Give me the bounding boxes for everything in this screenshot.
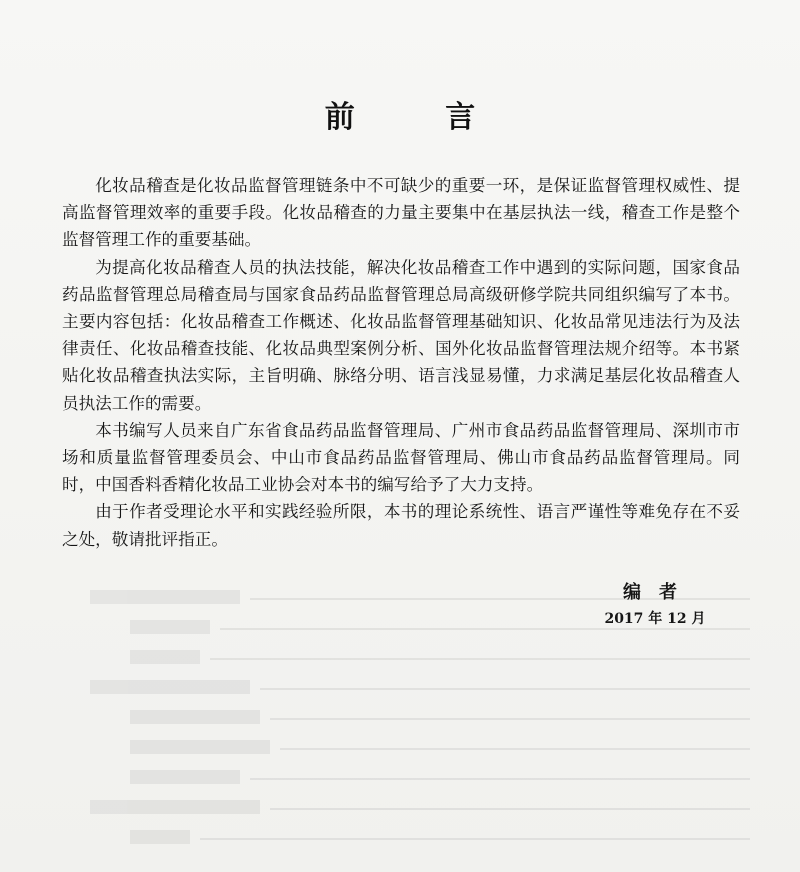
paragraph-2: 为提高化妆品稽查人员的执法技能，解决化妆品稽查工作中遇到的实际问题，国家食品药品监督管理总局稽查局与国家食品药品监督管理总局高级研修学院共同组织编写了本书。主要内容包括：化妆品稽查工作概述、化妆品监督管理基础知识、化妆品常见违法行为及法律责任、化妆品稽查技能、化妆品典型案例分析、国外化妆品监督管理法规介绍等。本书紧贴化妆品稽查执法实际，主旨明确、脉络分明、语言浅显易懂，力求满足基层化妆品稽查人员执法工作的需要。	[62, 257, 740, 413]
show-through-decoration	[70, 560, 760, 870]
signature-date: 2017 年 12 月	[604, 611, 706, 627]
page-title: 前 言	[324, 100, 516, 135]
signature-author: 编者	[623, 582, 695, 603]
preface-body	[62, 172, 740, 553]
paragraph-1: 化妆品稽查是化妆品监督管理链条中不可缺少的重要一环，是保证监督管理权威性、提高监督管理效率的重要手段。化妆品稽查的力量主要集中在基层执法一线，稽查工作是整个监督管理工作的重要基础。	[62, 176, 740, 250]
paragraph-3: 本书编写人员来自广东省食品药品监督管理局、广州市食品药品监督管理局、深圳市市场和质量监督管理委员会、中山市食品药品监督管理局、佛山市食品药品监督管理局。同时，中国香料香精化妆品工业协会对本书的编写给予了大力支持。	[62, 420, 740, 495]
paragraph-4: 由于作者受理论水平和实践经验所限，本书的理论系统性、语言严谨性等难免存在不妥之处，敬请批评指正。	[62, 502, 740, 549]
